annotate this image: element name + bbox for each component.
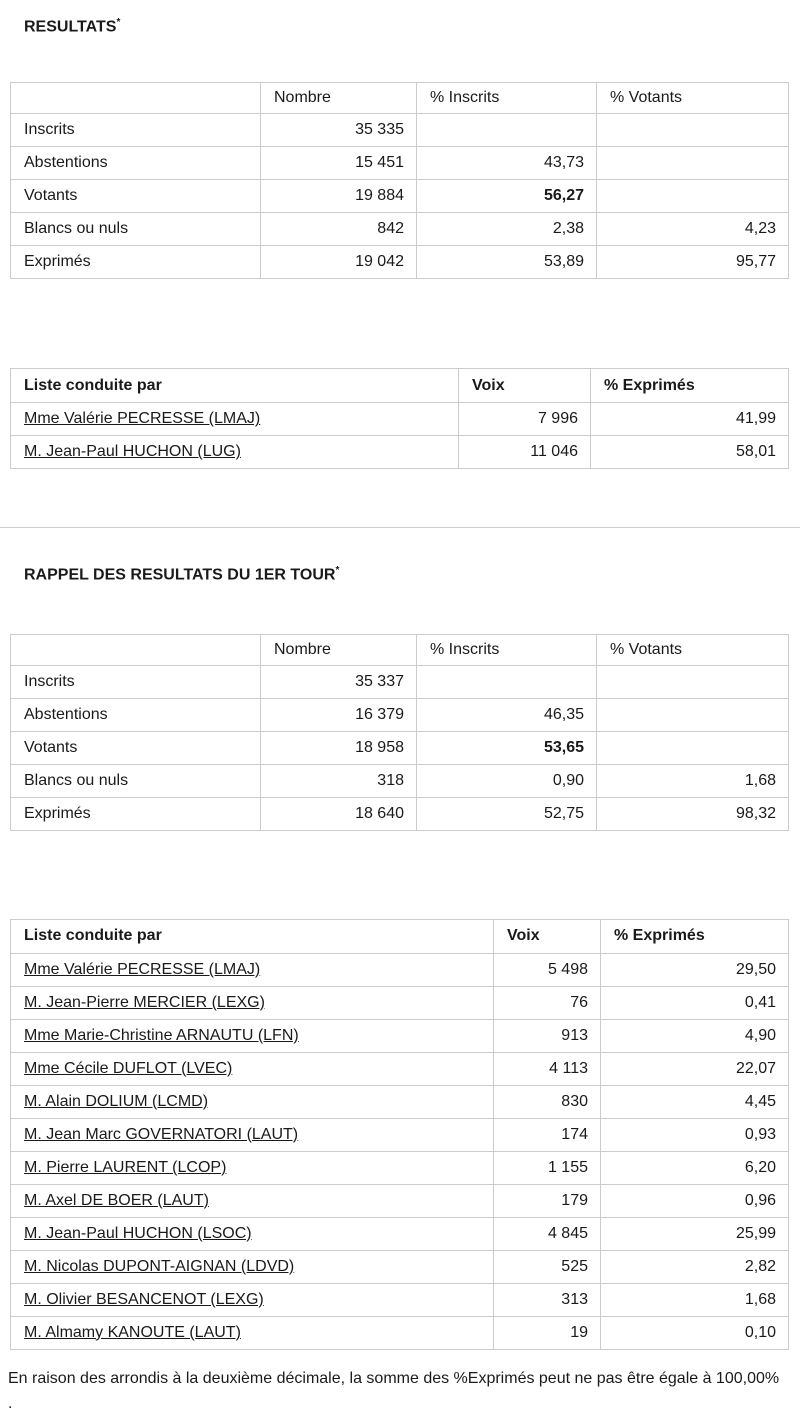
voix-value: 76 — [494, 986, 601, 1019]
section-divider — [0, 527, 800, 528]
nombre-value: 19 884 — [261, 180, 417, 213]
pct-exprimes-value: 0,10 — [601, 1316, 789, 1349]
header-liste: Liste conduite par — [11, 369, 459, 403]
nombre-value: 35 335 — [261, 114, 417, 147]
pct-inscrits-value: 2,38 — [417, 213, 597, 246]
candidate-link[interactable]: Mme Marie-Christine ARNAUTU (LFN) — [24, 1026, 299, 1044]
header-pct-exprimes: % Exprimés — [591, 369, 789, 403]
pct-inscrits-value: 56,27 — [417, 180, 597, 213]
header-pct-exprimes: % Exprimés — [601, 919, 789, 953]
header-pct-votants: % Votants — [597, 634, 789, 665]
table-header-row — [11, 919, 789, 953]
rappel-listes-table — [10, 919, 789, 1350]
nombre-value: 35 337 — [261, 665, 417, 698]
pct-votants-value: 95,77 — [597, 246, 789, 279]
pct-exprimes-value: 22,07 — [601, 1052, 789, 1085]
pct-inscrits-value: 53,65 — [417, 731, 597, 764]
candidate-link[interactable]: M. Almamy KANOUTE (LAUT) — [24, 1323, 241, 1341]
header-empty — [11, 634, 261, 665]
pct-exprimes-value: 41,99 — [591, 403, 789, 436]
voix-value: 11 046 — [459, 436, 591, 469]
nombre-value: 16 379 — [261, 698, 417, 731]
resultats-heading-text: RESULTATS — [24, 18, 117, 36]
table-row — [11, 1316, 789, 1349]
pct-votants-value — [597, 147, 789, 180]
header-pct-votants: % Votants — [597, 83, 789, 114]
nombre-value: 19 042 — [261, 246, 417, 279]
pct-inscrits-value: 53,89 — [417, 246, 597, 279]
header-voix: Voix — [459, 369, 591, 403]
table-row — [11, 213, 789, 246]
voix-value: 830 — [494, 1085, 601, 1118]
nombre-value: 15 451 — [261, 147, 417, 180]
table-row — [11, 1019, 789, 1052]
pct-votants-value — [597, 731, 789, 764]
pct-exprimes-value: 0,96 — [601, 1184, 789, 1217]
pct-inscrits-value — [417, 665, 597, 698]
nombre-value: 18 640 — [261, 797, 417, 830]
pct-votants-value — [597, 180, 789, 213]
nombre-value: 842 — [261, 213, 417, 246]
table-row — [11, 698, 789, 731]
table-row — [11, 436, 789, 469]
pct-votants-value — [597, 114, 789, 147]
candidate-link[interactable]: Mme Valérie PECRESSE (LMAJ) — [24, 960, 261, 978]
voix-value: 525 — [494, 1250, 601, 1283]
voix-value: 1 155 — [494, 1151, 601, 1184]
rappel-heading-note: * — [335, 565, 340, 577]
pct-inscrits-value: 46,35 — [417, 698, 597, 731]
row-label: Exprimés — [11, 246, 261, 279]
table-row — [11, 1217, 789, 1250]
pct-exprimes-value: 2,82 — [601, 1250, 789, 1283]
candidate-link[interactable]: M. Jean-Paul HUCHON (LSOC) — [24, 1224, 252, 1242]
table-row — [11, 246, 789, 279]
pct-inscrits-value: 43,73 — [417, 147, 597, 180]
table-header-row — [11, 83, 789, 114]
table-row — [11, 1250, 789, 1283]
table-row — [11, 114, 789, 147]
row-label: Votants — [11, 731, 261, 764]
voix-value: 174 — [494, 1118, 601, 1151]
row-label: Inscrits — [11, 665, 261, 698]
table-row — [11, 1151, 789, 1184]
row-label: Blancs ou nuls — [11, 213, 261, 246]
voix-value: 179 — [494, 1184, 601, 1217]
table-row — [11, 1184, 789, 1217]
row-label: Inscrits — [11, 114, 261, 147]
table-row — [11, 147, 789, 180]
nombre-value: 318 — [261, 764, 417, 797]
pct-inscrits-value: 0,90 — [417, 764, 597, 797]
table-row — [11, 1052, 789, 1085]
row-label: Votants — [11, 180, 261, 213]
pct-exprimes-value: 25,99 — [601, 1217, 789, 1250]
header-pct-inscrits: % Inscrits — [417, 634, 597, 665]
row-label: Exprimés — [11, 797, 261, 830]
voix-value: 313 — [494, 1283, 601, 1316]
pct-exprimes-value: 0,41 — [601, 986, 789, 1019]
pct-exprimes-value: 29,50 — [601, 953, 789, 986]
pct-exprimes-value: 1,68 — [601, 1283, 789, 1316]
table-row — [11, 1118, 789, 1151]
rappel-heading-text: RAPPEL DES RESULTATS DU 1ER TOUR — [24, 566, 336, 584]
header-nombre: Nombre — [261, 83, 417, 114]
pct-exprimes-value: 4,90 — [601, 1019, 789, 1052]
voix-value: 5 498 — [494, 953, 601, 986]
candidate-link[interactable]: M. Axel DE BOER (LAUT) — [24, 1191, 209, 1209]
table-row — [11, 180, 789, 213]
rappel-stats-table — [10, 634, 789, 831]
table-header-row — [11, 634, 789, 665]
table-row — [11, 665, 789, 698]
candidate-link[interactable]: Mme Cécile DUFLOT (LVEC) — [24, 1059, 233, 1077]
table-header-row — [11, 369, 789, 403]
resultats-stats-table — [10, 82, 789, 279]
voix-value: 7 996 — [459, 403, 591, 436]
table-row — [11, 1283, 789, 1316]
candidate-link[interactable]: M. Alain DOLIUM (LCMD) — [24, 1092, 209, 1110]
candidate-link[interactable]: M. Pierre LAURENT (LCOP) — [24, 1158, 227, 1176]
rappel-heading — [24, 561, 800, 584]
table-row — [11, 797, 789, 830]
nombre-value: 18 958 — [261, 731, 417, 764]
table-row — [11, 764, 789, 797]
candidate-link[interactable]: M. Jean-Paul HUCHON (LUG) — [24, 443, 241, 461]
header-empty — [11, 83, 261, 114]
pct-votants-value — [597, 665, 789, 698]
voix-value: 19 — [494, 1316, 601, 1349]
candidate-link[interactable]: M. Nicolas DUPONT-AIGNAN (LDVD) — [24, 1257, 295, 1275]
table-row — [11, 986, 789, 1019]
pct-votants-value: 4,23 — [597, 213, 789, 246]
header-liste: Liste conduite par — [11, 919, 494, 953]
pct-exprimes-value: 58,01 — [591, 436, 789, 469]
header-pct-inscrits: % Inscrits — [417, 83, 597, 114]
pct-exprimes-value: 6,20 — [601, 1151, 789, 1184]
pct-exprimes-value: 0,93 — [601, 1118, 789, 1151]
pct-inscrits-value: 52,75 — [417, 797, 597, 830]
candidate-link[interactable]: M. Olivier BESANCENOT (LEXG) — [24, 1290, 264, 1308]
voix-value: 4 113 — [494, 1052, 601, 1085]
pct-votants-value: 1,68 — [597, 764, 789, 797]
header-voix: Voix — [494, 919, 601, 953]
row-label: Blancs ou nuls — [11, 764, 261, 797]
pct-exprimes-value: 4,45 — [601, 1085, 789, 1118]
resultats-listes-table — [10, 368, 789, 469]
table-row — [11, 403, 789, 436]
pct-votants-value: 98,32 — [597, 797, 789, 830]
table-row — [11, 731, 789, 764]
resultats-heading-note: * — [116, 17, 121, 28]
rounding-footnote: En raison des arrondis à la deuxième décimale, la somme des %Exprimés peut ne pas être égale à 100,00% . — [8, 1369, 780, 1412]
row-label: Abstentions — [11, 698, 261, 731]
row-label: Abstentions — [11, 147, 261, 180]
table-row — [11, 953, 789, 986]
voix-value: 4 845 — [494, 1217, 601, 1250]
candidate-link[interactable]: M. Jean-Pierre MERCIER (LEXG) — [24, 993, 265, 1011]
pct-inscrits-value — [417, 114, 597, 147]
header-nombre: Nombre — [261, 634, 417, 665]
candidate-link[interactable]: M. Jean Marc GOVERNATORI (LAUT) — [24, 1125, 299, 1143]
candidate-link[interactable]: Mme Valérie PECRESSE (LMAJ) — [24, 410, 261, 428]
pct-votants-value — [597, 698, 789, 731]
table-row — [11, 1085, 789, 1118]
voix-value: 913 — [494, 1019, 601, 1052]
resultats-heading — [24, 13, 800, 36]
